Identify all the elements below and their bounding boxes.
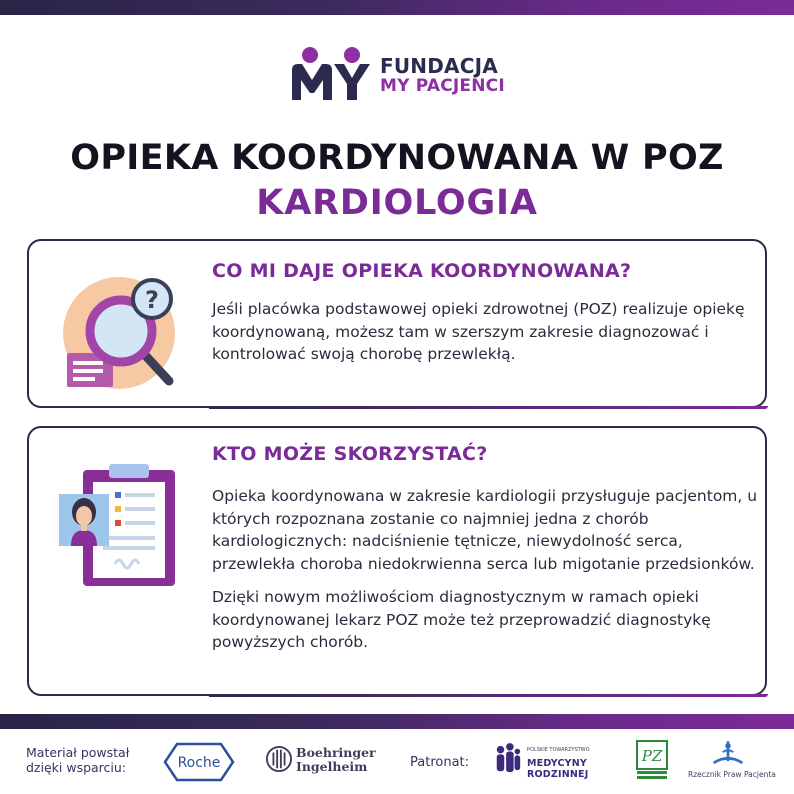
page-subtitle: KARDIOLOGIA [256,183,538,223]
support-label [26,745,129,775]
patron-rpp: Rzecznik Praw Pacjenta [688,770,776,779]
support-label-line-1: Materiał powstał [26,745,130,760]
card-paragraph: Jeśli placówka podstawowej opieki zdrowotnej (POZ) realizuje opiekę koordynowaną, możesz tam w szerszym zakresie diagnozować i kontrolować swoją chorobę przewlekłą. [212,300,745,363]
sponsor-roche: Roche [177,755,221,771]
rpp-emblem-icon [710,739,746,767]
logo-line-1: FUNDACJA [380,54,498,78]
sponsor-boehringer-line-1: Boehringer [296,745,376,760]
sponsor-boehringer-line-2: Ingelheim [296,759,368,774]
patron-ptmr-small: POLSKIE TOWARZYSTWO [527,747,590,753]
card-heading: CO MI DAJE OPIEKA KOORDYNOWANA? [212,260,632,282]
support-label-line-2: dzięki wsparciu: [26,760,127,775]
logo-line-2: MY PACJENCI [380,76,505,96]
card-body [212,298,762,366]
info-card-eligibility [27,426,767,696]
svg-text:PZ: PZ [641,747,663,765]
svg-text:?: ? [145,286,159,314]
patient-clipboard-icon [57,464,179,588]
foundation-logo [290,46,530,102]
card-paragraph: Opieka koordynowana w zakresie kardiologii przysługuje pacjentom, u których rozpoznana zostanie co najmniej jedna z chorób kardiologicznych: nadciśnienie tętnicze, niewydolność serca, przewlekła choroba niedokrwienna serca lub migotanie przedsionków. [212,487,758,573]
roche-logo-icon [163,742,235,782]
card-paragraph: Dzięki nowym możliwościom diagnostycznym w ramach opieki koordynowanej lekarz POZ może też przeprowadzić diagnostykę powyższych chorób. [212,588,711,651]
page-title: OPIEKA KOORDYNOWANA W POZ [70,138,724,178]
bottom-gradient-bar [0,714,794,729]
patronat-label: Patronat: [410,755,470,770]
card-heading: KTO MOŻE SKORZYSTAĆ? [212,443,488,465]
boehringer-emblem-icon [266,745,292,773]
magnifier-question-icon [59,269,183,393]
boehringer-logo [266,745,376,781]
ptmr-logo [493,742,613,782]
poz-green-logo-icon [636,740,668,780]
info-card-benefits [27,239,767,408]
rpp-logo [688,739,776,783]
footer [0,729,794,794]
my-logo-icon [290,46,374,102]
card-body [212,485,762,654]
top-gradient-bar [0,0,794,15]
family-people-icon [493,742,523,776]
patron-ptmr-name: MEDYCYNY RODZINNEJ [527,758,589,780]
